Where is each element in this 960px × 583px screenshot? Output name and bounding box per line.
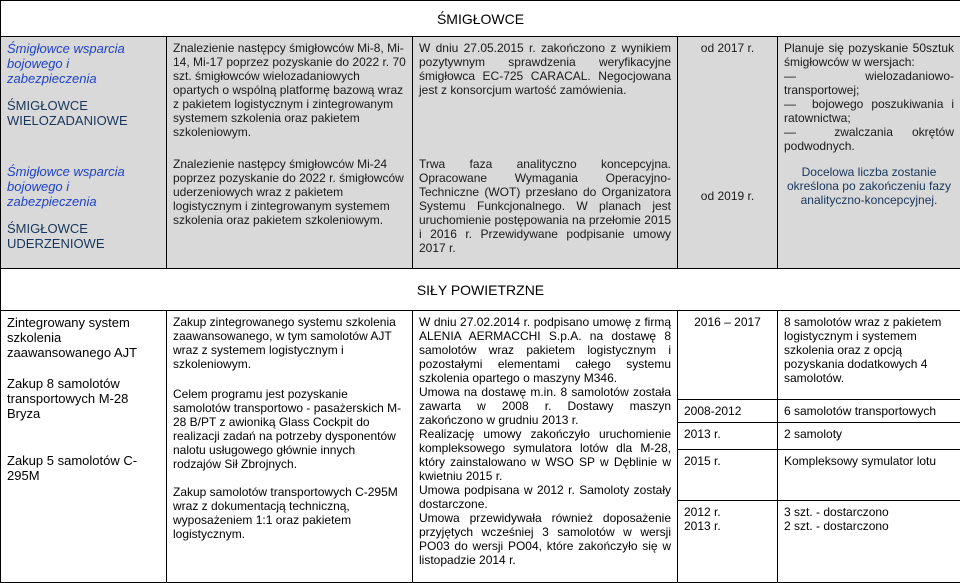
category-1-type: Śmigłowce wsparcia bojowego i zabezpieczenia xyxy=(7,41,160,86)
program-ajt: Zintegrowany system szkolenia zaawansowanego AJT xyxy=(7,315,160,360)
notes-ajt: 8 samolotów wraz z pakietem logistycznym i systemem szkolenia oraz z opcją pozyskania dodatkowych 4 samolotów. xyxy=(778,311,960,400)
date-m28-1: 2008-2012 xyxy=(678,400,777,423)
date-uderzeniowe: od 2019 r. xyxy=(684,189,771,203)
date-wielozadaniowe: od 2017 r. xyxy=(684,41,771,55)
date-c295-2: 2013 r. xyxy=(684,519,771,533)
programs-cell xyxy=(1,311,167,583)
notes-m28-1: 6 samolotów transportowych xyxy=(778,400,960,423)
date-c295-1: 2012 r. xyxy=(684,505,771,519)
notes-bullet-2: — bojowego poszukiwania i ratownictwa; xyxy=(784,97,954,125)
description-wielozadaniowe: Znalezienie następcy śmigłowców Mi-8, Mi-14, Mi-17 poprzez pozyskanie do 2022 r. 70 szt. śmigłowców wielozadaniowych opartych o wspólną platformę bazową wraz z pakietem logistycznym i zintegrowanym systemem szkolenia oraz pakietem szkoleniowym. xyxy=(173,41,406,139)
date-c295 xyxy=(678,501,777,537)
program-m28: Zakup 8 samolotów transportowych M-28 Bryza xyxy=(7,376,160,421)
date-m28-3: 2015 r. xyxy=(678,450,777,501)
notes-bullet-3: — zwalczania okrętów podwodnych. xyxy=(784,125,954,153)
notes-intro: Planuje się pozyskanie 50sztuk śmigłowców w wersjach: xyxy=(784,41,954,69)
program-status-cell xyxy=(413,311,678,583)
notes-bullet-1: — wielozadaniowo-transportowej; xyxy=(784,69,954,97)
date-m28-2: 2013 r. xyxy=(678,423,777,450)
status-m28-delivery: Umowa na dostawę m.in. 8 samolotów została zawarta w 2008 r. Dostawy maszyn zakończono w grudniu 2013 r. xyxy=(419,385,671,427)
description-ajt: Zakup zintegrowanego systemu szkolenia zaawansowanego, w tym samolotów AJT wraz z systemem logistycznym i szkoleniowym. xyxy=(173,315,406,371)
smiglowce-category-cell xyxy=(1,37,167,269)
notes-c295-1: 3 szt. - dostarczono xyxy=(784,505,954,519)
status-c295-contract: Umowa podpisana w 2012 r. Samoloty zostały dostarczone. xyxy=(419,483,671,511)
smiglowce-row xyxy=(1,37,960,269)
status-wielozadaniowe: W dniu 27.05.2015 r. zakończono z wynikiem pozytywnym sprawdzenia weryfikacyjne śmigłowca EC-725 CARACAL. Negocjowana jest z konsorcjum wartość zamówienia. xyxy=(419,41,671,97)
program-description-cell xyxy=(167,311,413,583)
smiglowce-notes-cell xyxy=(778,37,960,269)
notes-m28-2: 2 samoloty xyxy=(778,423,960,450)
notes-c295-2: 2 szt. - dostarczono xyxy=(784,519,954,533)
program-notes-cell xyxy=(778,311,960,583)
date-ajt: 2016 – 2017 xyxy=(678,311,777,400)
section-title-sily-powietrzne: SIŁY POWIETRZNE xyxy=(1,269,960,311)
smiglowce-dates-cell xyxy=(678,37,778,269)
notes-m28-3: Kompleksowy symulator lotu xyxy=(778,450,960,501)
sily-powietrzne-row xyxy=(1,311,960,583)
status-c295-upgrade: Umowa przewidywała również doposażenie przyjętych wcześniej 3 samolotów w wersji PO03 do wersji PO04, które zakończyło się w listopadzie 2014 r. xyxy=(419,511,671,567)
notes-target: Docelowa liczba zostanie określona po zakończeniu fazy analityczno-koncepcyjnej. xyxy=(784,165,954,207)
description-c295: Zakup samolotów transportowych C-295M wraz z dokumentacją techniczną, wyposażeniem 1:1 oraz pakietem logistycznym. xyxy=(173,485,406,541)
status-m28-simulator: Realizację umowy zakończyło uruchomienie kompleksowego symulatora lotów dla M-28, który zainstalowano w WSO SP w Dęblinie w kwietniu 2015 r. xyxy=(419,427,671,483)
description-m28: Celem programu jest pozyskanie samolotów transportowo - pasażerskich M-28 B/PT z awioniką Glass Cockpit do realizacji zadań na potrzeby dysponentów nalotu usługowego głównie innych rodzajów Sił Zbrojnych. xyxy=(173,387,406,471)
smiglowce-status-cell xyxy=(413,37,678,269)
description-uderzeniowe: Znalezienie następcy śmigłowców Mi-24 poprzez pozyskanie do 2022 r. śmigłowców uderzeniowych wraz z pakietem logistycznym i zintegrowanym systemem szkolenia oraz pakietem szkoleniowym. xyxy=(173,157,406,227)
category-2-type: Śmigłowce wsparcia bojowego i zabezpieczenia xyxy=(7,164,160,209)
status-uderzeniowe: Trwa faza analityczno koncepcyjna. Opracowane Wymagania Operacyjno-Techniczne (WOT) przesłano do Organizatora Systemu Funkcjonalnego. W planach jest uruchomienie postępowania na przełomie 2015 i 2016 r. Przewidywane podpisanie umowy 2017 r. xyxy=(419,157,671,255)
category-2-name: ŚMIGŁOWCE UDERZENIOWE xyxy=(7,221,160,251)
program-dates-cell xyxy=(678,311,778,583)
notes-c295 xyxy=(778,501,960,537)
program-c295: Zakup 5 samolotów C-295M xyxy=(7,453,160,483)
status-ajt: W dniu 27.02.2014 r. podpisano umowę z firmą ALENIA AERMACCHI S.p.A. na dostawę 8 samolotów wraz pakietem logistycznym i pozostałymi elementami całego systemu szkolenia opartego o maszyny M346. xyxy=(419,315,671,385)
smiglowce-description-cell xyxy=(167,37,413,269)
category-1-name: ŚMIGŁOWCE WIELOZADANIOWE xyxy=(7,98,160,128)
section-title-smiglowce: ŚMIGŁOWCE xyxy=(1,1,960,37)
